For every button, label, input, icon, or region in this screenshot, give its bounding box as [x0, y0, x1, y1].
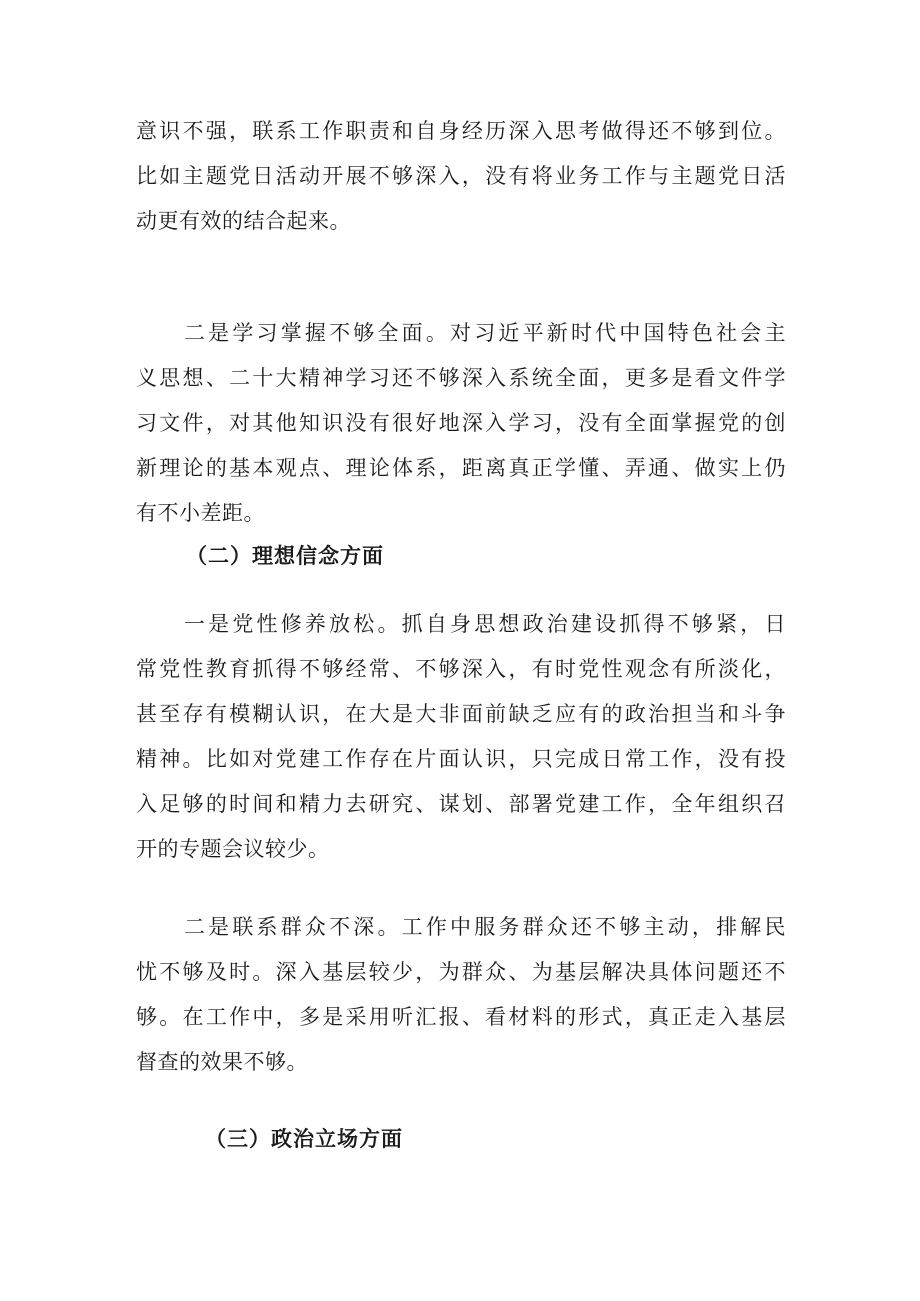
section-heading-2: （二）理想信念方面: [186, 543, 384, 568]
paragraph-line: 甚至存有模糊认识，在大是大非面前缺乏应有的政治担当和斗争: [136, 702, 786, 726]
paragraph-line: 比如主题党日活动开展不够深入，没有将业务工作与主题党日活: [136, 164, 786, 188]
paragraph-line: 精神。比如对党建工作存在片面认识，只完成日常工作，没有投: [136, 747, 786, 771]
paragraph-line: 入足够的时间和精力去研究、谋划、部署党建工作，全年组织召: [136, 792, 786, 816]
paragraph-line: 二是学习掌握不够全面。对习近平新时代中国特色社会主: [184, 321, 786, 345]
paragraph-3: [136, 602, 786, 872]
paragraph-line: 一是党性修养放松。抓自身思想政治建设抓得不够紧，日: [184, 612, 786, 636]
paragraph-1: [136, 109, 786, 244]
paragraph-line: 二是联系群众不深。工作中服务群众还不够主动，排解民: [184, 915, 786, 939]
paragraph-line: 够。在工作中，多是采用听汇报、看材料的形式，真正走入基层: [136, 1005, 786, 1029]
paragraph-line: 义思想、二十大精神学习还不够深入系统全面，更多是看文件学: [136, 366, 786, 390]
paragraph-line: 动更有效的结合起来。: [136, 209, 351, 233]
paragraph-line: 有不小差距。: [136, 501, 265, 525]
paragraph-line: 忧不够及时。深入基层较少，为群众、为基层解决具体问题还不: [136, 960, 786, 984]
paragraph-line: 新理论的基本观点、理论体系，距离真正学懂、弄通、做实上仍: [136, 456, 786, 480]
paragraph-line: 常党性教育抓得不够经常、不够深入，有时党性观念有所淡化，: [136, 657, 786, 681]
paragraph-4: [136, 905, 786, 1085]
paragraph-2: [136, 311, 786, 536]
paragraph-line: 习文件，对其他知识没有很好地深入学习，没有全面掌握党的创: [136, 411, 786, 435]
section-heading-3: （三）政治立场方面: [205, 1126, 403, 1151]
paragraph-line: 意识不强，联系工作职责和自身经历深入思考做得还不够到位。: [136, 119, 786, 143]
paragraph-line: 督查的效果不够。: [136, 1050, 308, 1074]
paragraph-line: 开的专题会议较少。: [136, 837, 330, 861]
